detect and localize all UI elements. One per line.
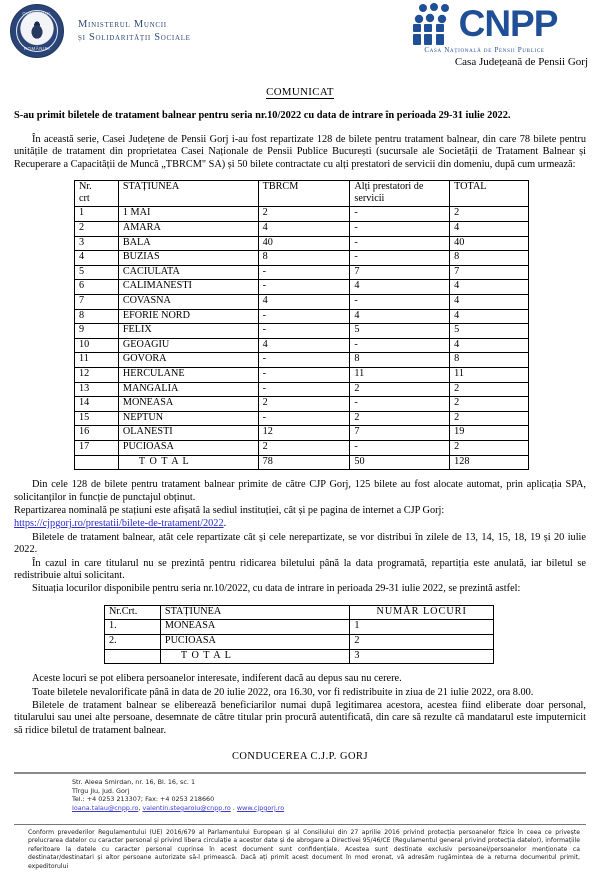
available-places-table [104,605,494,664]
cell-statiune: BUZIAS [118,251,258,266]
table-row [75,338,529,353]
contact-details [14,778,586,812]
table-row [75,295,529,310]
table-row [75,440,529,455]
cell-total: 4 [450,338,529,353]
cell-total: 7 [450,265,529,280]
address-line-1: Str. Aleea Smirdan, nr. 16, Bl. 16, sc. 1 [72,778,196,786]
cell-tbrcm: 4 [258,222,350,237]
cell-nr: 12 [75,367,119,382]
document-title-text: COMUNICAT [266,86,334,98]
footer-contact-block [0,772,600,812]
cell-nr: 11 [75,353,119,368]
gdpr-notice: Conform prevederilor Regulamentului (UE) 2016/679 al Parlamentului European și al Consiliului din 27 aprilie 2016 privind protecția persoanelor fizice în ceea ce privește prelucrarea datelor cu caracter personal și privind libera circulație a acestor date și de abrogare a Directivei 95/46/CE (Regulamentul general privind protecția datelor), informațiile referitoare la datele cu caracter personal cuprinse în acest document sunt confidențiale. Acestea sunt destinate exclusiv persoanei/persoanelor menționate ca destinatar/destinatari și altor persoane autorizate să-l primească. Dacă ați primit acest document în mod eronat, vă adresăm rugămintea de a returna documentul primit, expeditorului [28,829,580,870]
cell-tbrcm: 2 [258,397,350,412]
cnpp-wordmark: CNPP [458,3,558,44]
cell-tbrcm: - [258,309,350,324]
cell-altii: - [350,295,450,310]
cell-statiune: 1 MAI [118,207,258,222]
cell-tbrcm: - [258,411,350,426]
cell-statiune: MONEASA [118,397,258,412]
table-row [75,265,529,280]
cell-total: 2 [450,382,529,397]
table-row [75,353,529,368]
phone-fax-line: Tel.: +4 0253 213307; Fax: +4 0253 218660 [72,795,215,804]
cell-nr: 15 [75,411,119,426]
cnpp-people-icon [412,2,456,46]
cell-altii: - [350,222,450,237]
cell-nr: 17 [75,440,119,455]
col-header-statiunea: STAȚIUNEA [118,181,258,207]
cell-nr: 2 [75,222,119,237]
cell-altii: 7 [350,265,450,280]
cell-nr [75,455,119,470]
cell-nr: 1 [75,207,119,222]
cell-nr: 6 [75,280,119,295]
cell-locuri-total: 3 [350,649,494,664]
cell-altii: - [350,440,450,455]
cell-total: 5 [450,324,529,339]
document-header [0,0,600,76]
cell-total-label: T O T A L [160,649,349,664]
paragraph-allocation: Din cele 128 de bilete pentru tratament balnear primite de către CJP Gorj, 125 bilete au fost alocate automat, prin aplicația SPA, solicitanților in funcție de punctajul obținut. [14,479,586,503]
seal-text-top: GUVERNUL [22,11,52,16]
footer-divider [14,772,586,774]
cell-tbrcm: 12 [258,426,350,441]
gdpr-divider [14,824,586,825]
signature-line: CONDUCEREA C.J.P. GORJ [231,751,368,763]
cell-total: 40 [450,236,529,251]
table-total-row [105,649,494,664]
table-row [75,324,529,339]
col-header-alti-prestatori: Alți prestatori de servicii [350,181,450,207]
paragraph-distribution: Biletele de tratament balnear, atât cele repartizate cât și cele nerepartizate, se vor distribui în zilele de 13, 14, 15, 18, 19 și 20 iulie 2022. [14,531,586,556]
table-total-row [75,455,529,470]
cell-total: 2 [450,397,529,412]
table-row [75,309,529,324]
ministry-line-1: Ministerul Muncii [78,19,167,30]
cell-nr: 16 [75,426,119,441]
table-row [75,367,529,382]
cell-total: 4 [450,280,529,295]
cell-total-label: T O T A L [118,455,258,470]
email-link-1[interactable]: Ioana.talau@cnpp.ro [72,803,139,812]
cell-statiune: GEOAGIU [118,338,258,353]
cell-statiune: MONEASA [160,620,349,635]
table-row [75,222,529,237]
cell-statiune: FELIX [118,324,258,339]
table-row [75,251,529,266]
email-website-line [72,804,586,813]
cell-altii: 4 [350,309,450,324]
cell-total: 8 [450,251,529,266]
cnpp-subtitle: Casa Națională de Pensii Publice [424,46,545,54]
cell-statiune: BALA [118,236,258,251]
bulletin-link[interactable]: https://cjpgorj.ro/prestatii/bilete-de-tratament/2022 [14,518,224,530]
col-header-nr-line2: crt [79,192,90,204]
link-suffix: . [223,518,227,530]
cell-tbrcm: - [258,280,350,295]
county-office-name: Casa Județeană de Pensii Gorj [454,56,588,68]
table-row [75,426,529,441]
cell-total: 11 [450,367,529,382]
cell-altii: 11 [350,367,450,382]
paragraph-issue: Biletele de tratament balnear se eliberează beneficiarilor numai după legitimarea acestora, acestea fiind eliberate doar personal, titularului sau unei alte persoane, desemnate de către titular prin procură autentificată, din care să rezulte că mandatarul este imputernicit să ridice biletul de tratament balnear. [14,699,586,736]
cell-altii: - [350,338,450,353]
cell-total: 4 [450,222,529,237]
cell-altii: - [350,236,450,251]
cell-total: 2 [450,411,529,426]
table-header-row [105,605,494,620]
cell-nr: 9 [75,324,119,339]
table-row [75,236,529,251]
paragraph-noshow: În cazul in care titularul nu se prezintă pentru ridicarea biletului până la data programată, repartiția este anulată, iar biletul se redistribuie altui solicitant. [14,557,586,581]
cell-nr: 14 [75,397,119,412]
table-row [105,620,494,635]
cell-altii: - [350,251,450,266]
paragraph-intro: În această serie, Casei Județene de Pensii Gorj i-au fost repartizate 128 de bilete pentru tratament balnear, din care 78 bilete pentru unitățile de tratament din proprietatea Casei Naționale de Pensii Publice București (sucursale ale Societății de Tratament Balnear și Recuperare a Capacității de Muncă „TBRCM" SA) și 50 bilete contractate cu alți prestatori de servicii din domeniu, după cum urmează: [14,133,586,170]
cell-nr: 13 [75,382,119,397]
cell-tbrcm: 8 [258,251,350,266]
seal-text-bottom: ROMÂNIEI [23,46,51,51]
cell-statiune: NEPTUN [118,411,258,426]
table-row [75,397,529,412]
cell-altii: - [350,397,450,412]
table-row [75,382,529,397]
cell-statiune: PUCIOASA [160,634,349,649]
cell-altii: 7 [350,426,450,441]
paragraph-unvalued: Toate biletele nevalorificate până in data de 20 iulie 2022, ora 16.30, vor fi redistribuite in ziua de 21 iulie 2022, ora 8.00. [32,686,534,698]
email-link-2[interactable]: valentin.stegaroiu@cnpp.ro [142,803,231,812]
cell-grand-total: 128 [450,455,529,470]
cell-statiune: CACIULATA [118,265,258,280]
email-separator-2: . [230,803,235,812]
document-body [0,86,600,764]
cnpp-logo [377,2,592,46]
cell-altii: - [350,207,450,222]
document-lead: S-au primit biletele de tratament balnear pentru seria nr.10/2022 cu data de intrare în perioada 29-31 iulie 2022. [14,110,511,122]
cell-altii: 8 [350,353,450,368]
cell-altii: 4 [350,280,450,295]
cell-total: 2 [450,207,529,222]
cell-statiune: PUCIOASA [118,440,258,455]
cell-nr: 3 [75,236,119,251]
cell-nr [105,649,161,664]
cell-tbrcm: 2 [258,207,350,222]
cell-nr: 8 [75,309,119,324]
government-seal-icon [10,4,64,58]
cell-total: 4 [450,295,529,310]
paragraph-nominal-text: Repartizarea nominală pe stațiuni este afișată la sediul instituției, cât și pe pagina de internet a CJP Gorj: [14,504,445,516]
seal-eagle-icon [27,21,47,43]
document-title [14,86,586,98]
cell-statiune: COVASNA [118,295,258,310]
col-header-numar-locuri: NUMĂR LOCURI [350,605,494,620]
cell-tbrcm: - [258,353,350,368]
col-header-nr-line1: Nr. [79,181,92,193]
cell-tbrcm: 40 [258,236,350,251]
col-header-statiunea: STAȚIUNEA [160,605,349,620]
cell-total: 4 [450,309,529,324]
cell-tbrcm: - [258,324,350,339]
table-header-row [75,181,529,207]
email-separator-1: , [138,803,141,812]
col-header-total: TOTAL [450,181,529,207]
cnpp-branding [377,2,592,68]
col-header-tbrcm: TBRCM [258,181,350,207]
paragraph-free-places: Aceste locuri se pot elibera persoanelor interesate, indiferent dacă au depus sau nu cerere. [32,673,402,685]
table-row [105,634,494,649]
cell-altii-total: 50 [350,455,450,470]
cell-statiune: GOVORA [118,353,258,368]
cell-nr: 5 [75,265,119,280]
table-row [75,411,529,426]
cell-altii: 2 [350,382,450,397]
ministry-name [78,18,191,44]
cell-nr: 1. [105,620,161,635]
cell-statiune: AMARA [118,222,258,237]
cell-tbrcm-total: 78 [258,455,350,470]
cell-statiune: EFORIE NORD [118,309,258,324]
cell-tbrcm: - [258,265,350,280]
cell-nr: 7 [75,295,119,310]
cell-statiune: OLANESTI [118,426,258,441]
cell-nr: 4 [75,251,119,266]
cell-tbrcm: - [258,382,350,397]
website-link[interactable]: www.cjpgorj.ro [236,803,285,812]
cell-statiune: HERCULANE [118,367,258,382]
cell-total: 2 [450,440,529,455]
paragraph-situation: Situația locurilor disponibile pentru seria nr.10/2022, cu data de intrare in perioada 29-31 iulie 2022, se prezintă astfel: [32,583,521,595]
cell-locuri: 2 [350,634,494,649]
cell-altii: 5 [350,324,450,339]
table-row [75,280,529,295]
cell-locuri: 1 [350,620,494,635]
paragraph-link-line [14,518,586,530]
cell-nr: 2. [105,634,161,649]
cell-nr: 10 [75,338,119,353]
allocation-table [74,180,529,470]
cell-statiune: MANGALIA [118,382,258,397]
cell-tbrcm: 2 [258,440,350,455]
cell-total: 8 [450,353,529,368]
ministry-branding [10,4,191,58]
paragraph-nominal [14,505,586,517]
cell-tbrcm: 4 [258,295,350,310]
address-line-2: Tîrgu Jiu, jud. Gorj [72,786,130,795]
cell-altii: 2 [350,411,450,426]
ministry-line-2: și Solidarității Sociale [78,32,191,43]
cell-tbrcm: - [258,367,350,382]
cell-tbrcm: 4 [258,338,350,353]
col-header-nr [75,181,119,207]
cell-total: 19 [450,426,529,441]
gdpr-block [0,824,600,871]
cell-statiune: CALIMANESTI [118,280,258,295]
table-row [75,207,529,222]
col-header-nr-crt: Nr.Crt. [105,605,161,620]
